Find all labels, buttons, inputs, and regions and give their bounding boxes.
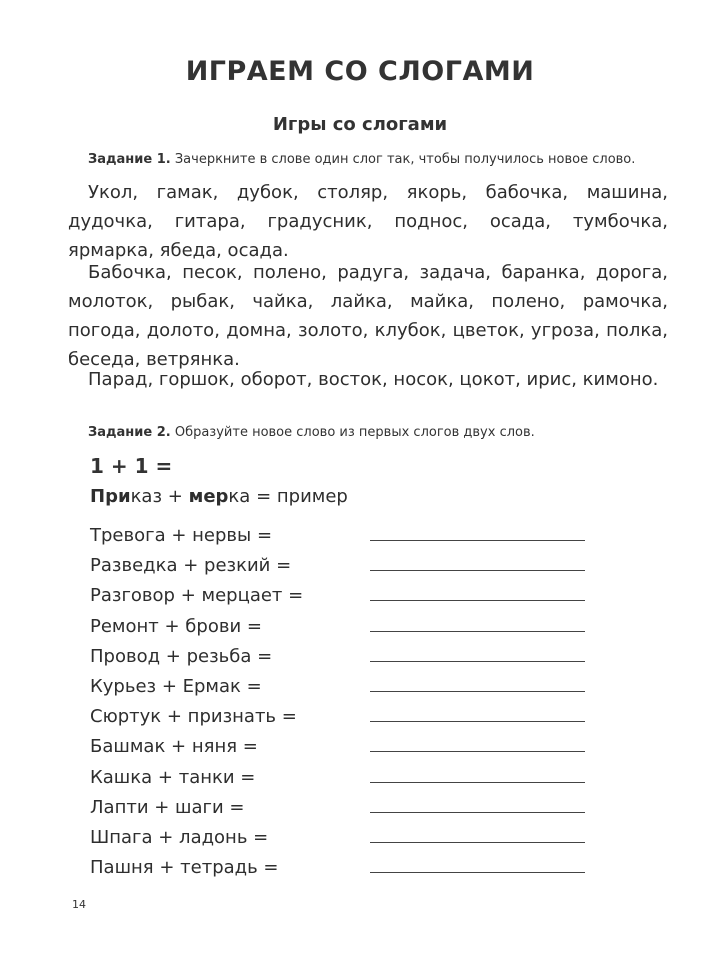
task-1-instruction [88,152,635,167]
word-list-paragraph-3: Парад, горшок, оборот, восток, носок, цокот, ирис, кимоно. [88,369,659,390]
exercise-row [90,522,610,552]
answer-line[interactable] [370,540,585,541]
exercise-row [90,643,610,673]
example-result: пример [276,486,348,507]
exercise-expression: Пашня + тетрадь = [90,857,279,879]
word-list-paragraph-1: Укол, гамак, дубок, столяр, якорь, бабочка, машина, дудочка, гитара, градусник, поднос, осада, тумбочка, ярмарка, ябеда, осада. [68,182,668,261]
example-equals: = [256,486,272,507]
word-list-paragraph-2: Бабочка, песок, полено, радуга, задача, баранка, дорога, молоток, рыбак, чайка, лайка, майка, полено, рамочка, погода, долото, домна, золото, клубок, цветок, угроза, полка, беседа, ветрянка. [68,262,668,370]
exercise-row [90,613,610,643]
exercise-expression: Башмак + няня = [90,736,258,758]
answer-line[interactable] [370,751,585,752]
exercise-row [90,764,610,794]
answer-line[interactable] [370,842,585,843]
exercise-expression: Тревога + нервы = [90,525,273,546]
example-word2-syllable: мер [188,486,229,507]
answer-line[interactable] [370,570,585,571]
example-word2-rest: ка [228,486,251,507]
answer-line[interactable] [370,812,585,813]
exercise-row [90,794,610,824]
answer-line[interactable] [370,721,585,722]
exercise-list [90,522,610,884]
exercise-row [90,703,610,733]
answer-line[interactable] [370,872,585,873]
answer-line[interactable] [370,782,585,783]
page-number: 14 [72,898,86,911]
example-word1-rest: каз [130,486,163,507]
answer-line[interactable] [370,631,585,632]
exercise-expression: Сюртук + признать = [90,706,297,728]
exercise-row [90,824,610,854]
exercise-expression: Лапти + шаги = [90,796,245,818]
syllable-formula: 1 + 1 = [90,454,173,478]
exercise-expression: Кашка + танки = [90,766,256,788]
task-2-text: Образуйте новое слово из первых слогов двух слов. [174,425,535,440]
answer-line[interactable] [370,661,585,662]
answer-line[interactable] [370,691,585,692]
exercise-row [90,552,610,582]
exercise-expression: Ремонт + брови = [90,615,262,637]
exercise-row [90,582,610,612]
task-2-instruction [88,425,535,440]
exercise-expression: Разговор + мерцает = [90,585,304,607]
exercise-expression: Шпага + ладонь = [90,826,269,848]
exercise-row [90,733,610,763]
answer-line[interactable] [370,600,585,601]
example-word1-syllable: При [90,486,131,507]
exercise-expression: Провод + резьба = [90,645,273,667]
page-title: ИГРАЕМ СО СЛОГАМИ [185,56,535,87]
exercise-row [90,854,610,884]
exercise-row [90,673,610,703]
example-plus: + [167,486,183,507]
section-subtitle: Игры со слогами [272,114,448,135]
task-1-label: Задание 1. [88,152,171,167]
task-1-text: Зачеркните в слове один слог так, чтобы получилось новое слово. [174,152,636,167]
task-2-label: Задание 2. [88,425,171,440]
exercise-expression: Разведка + резкий = [90,555,292,577]
example-line [90,486,348,507]
exercise-expression: Курьез + Ермак = [90,675,262,697]
